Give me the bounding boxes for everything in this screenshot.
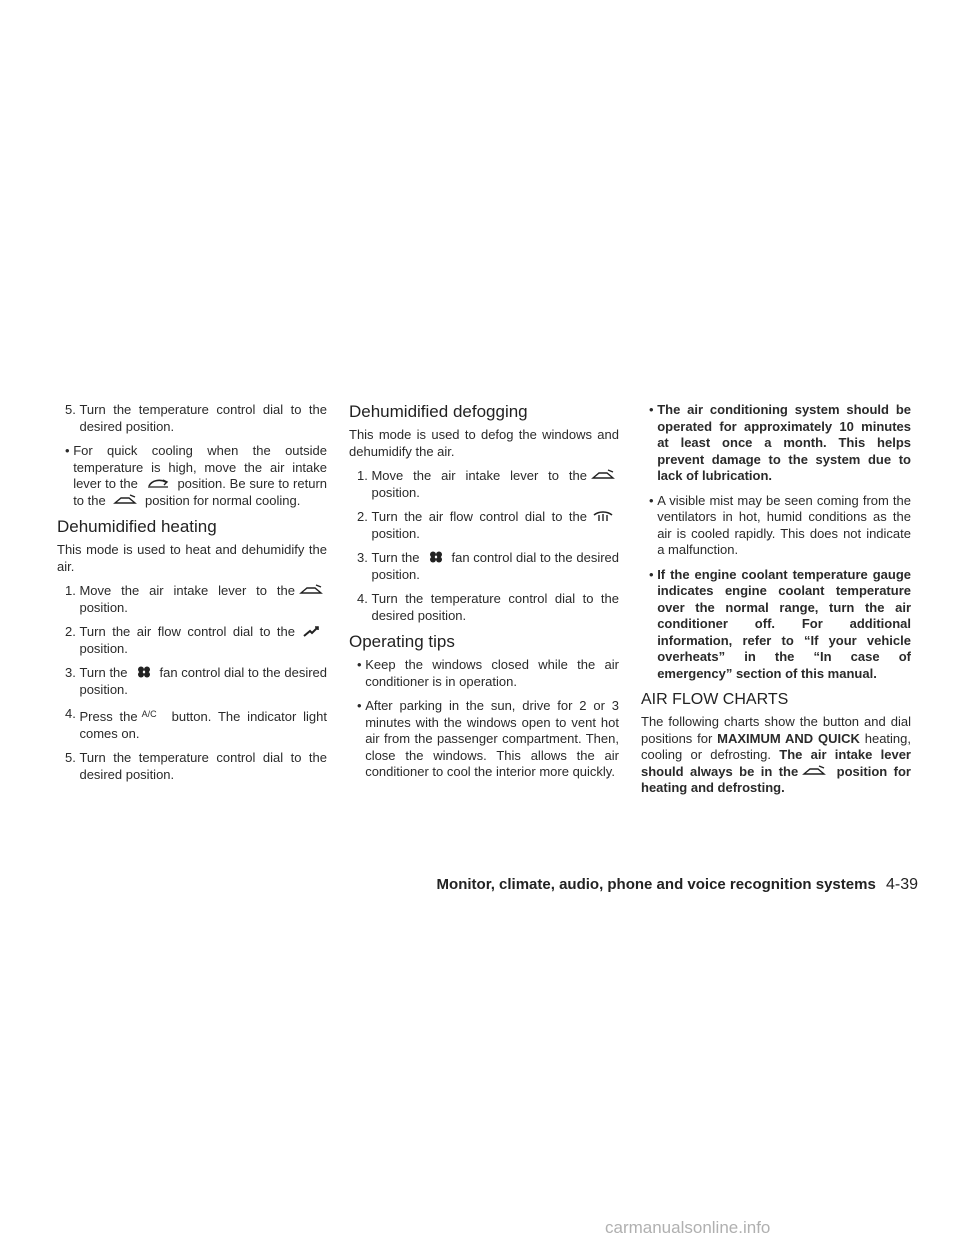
step-5 (57, 750, 327, 783)
outside-air-icon (113, 494, 137, 506)
step-text-part: Turn the air flow control dial to the (371, 509, 587, 524)
paragraph-bold-text: MAXIMUM AND QUICK (717, 730, 860, 746)
outside-air-icon (591, 469, 615, 481)
step-number: 5. (65, 750, 76, 765)
heading-operating-tips: Operating tips (349, 632, 455, 651)
bullet: • (649, 402, 654, 417)
step-text-part: button. The indicator light comes on. (79, 709, 327, 741)
step-text-part: Turn the air flow control dial to the (79, 624, 295, 639)
outside-air-icon (802, 765, 826, 777)
bullet-text (73, 443, 327, 509)
bullet-text: The air conditioning system should be operated for approximately 10 minutes at least once a month. This helps prevent damage to the system due to lack of lubrication. (657, 402, 911, 483)
fan-icon (424, 551, 448, 563)
step-text-part: position. (371, 525, 420, 541)
step-text (79, 583, 327, 616)
fan-icon (132, 666, 156, 678)
bullet-coolant (641, 567, 911, 683)
step-number: 1. (357, 468, 368, 483)
bullet-mist (641, 493, 911, 559)
column-right (641, 402, 911, 805)
step-text (371, 509, 619, 542)
step-5-cooling (57, 402, 327, 435)
step-text (79, 624, 327, 657)
bullet: • (357, 657, 362, 672)
tip-2 (349, 698, 619, 781)
paragraph-text: heating, cooling or defrosting. (641, 730, 911, 762)
step-number: 2. (357, 509, 368, 524)
step-number: 4. (357, 591, 368, 606)
step-4 (57, 706, 327, 742)
step-number: 2. (65, 624, 76, 639)
step-number: 4. (65, 706, 76, 721)
step-2 (57, 624, 327, 657)
foot-defrost-icon (299, 625, 323, 637)
step-2 (349, 509, 619, 542)
section-title: Monitor, climate, audio, phone and voice recognition systems (436, 876, 876, 893)
step-number: 5. (65, 402, 76, 417)
bullet-text: If the engine coolant temperature gauge indicates engine coolant temperature over the normal range, turn the air conditioner off. For additional information, refer to “If your vehicle overheats” in the “In case of emergency” section of this manual. (657, 566, 911, 681)
step-3 (349, 550, 619, 583)
air-recirculation-icon (146, 477, 170, 489)
paragraph-text: The following charts show the button and dial positions for (641, 714, 911, 746)
bullet: • (65, 443, 70, 458)
bullet: • (357, 698, 362, 713)
heading-dehumidified-heating: Dehumidified heating (57, 517, 217, 536)
column-left (57, 402, 327, 791)
tip-1 (349, 657, 619, 690)
step-1 (349, 468, 619, 501)
step-text (371, 468, 619, 501)
tip-text: After parking in the sun, drive for 2 or 3 minutes with the windows open to vent hot air from the passenger compartment. Then, close the windows. This allows the air conditioner to cool the interior more quickly. (365, 698, 619, 779)
column-middle (349, 402, 619, 789)
heading-air-flow-charts: AIR FLOW CHARTS (641, 691, 789, 708)
step-text-part: fan control dial to the desired position. (371, 550, 619, 582)
step-number: 3. (357, 550, 368, 565)
air-flow-paragraph (641, 714, 911, 797)
paragraph-bold-text: position for heating and defrosting. (641, 763, 911, 795)
step-text-part: Turn the (371, 550, 420, 565)
step-text-part: Press the (79, 709, 138, 724)
defrost-icon (591, 510, 615, 522)
step-text: Turn the temperature control dial to the desired position. (79, 750, 327, 782)
bullet: • (649, 492, 654, 508)
step-number: 1. (65, 583, 76, 598)
step-text-part: position. (371, 484, 420, 500)
step-text: Turn the temperature control dial to the desired position. (371, 591, 619, 623)
step-1 (57, 583, 327, 616)
bullet-text: A visible mist may be seen coming from the ventilators in hot, humid conditions as the air is cooled rapidly. This does not indicate a malfunction. (657, 492, 911, 557)
bullet-quick-cooling (57, 443, 327, 509)
step-text-part: Move the air intake lever to the (79, 583, 295, 598)
step-text-part: Move the air intake lever to the (371, 468, 587, 483)
step-text-part: Turn the (79, 665, 128, 680)
intro-paragraph: This mode is used to heat and dehumidify the air. (57, 542, 327, 574)
bullet-text-part: For quick cooling when the outside temperature is high, move the air intake lever to the (73, 443, 327, 491)
bullet-text-part: position. Be sure to return to the (73, 476, 327, 508)
tip-text: Keep the windows closed while the air conditioner is in operation. (365, 657, 619, 689)
page-number: 4-39 (885, 876, 918, 893)
heading-dehumidified-defogging: Dehumidified defogging (349, 402, 528, 421)
step-text-part: position. (79, 640, 128, 656)
paragraph-bold-text: The air intake lever should always be in the (641, 747, 911, 779)
page-footer (437, 876, 918, 894)
step-3 (57, 665, 327, 698)
watermark: carmanualsonline.info (605, 1218, 771, 1237)
ac-button-icon: A/C (141, 709, 157, 719)
bullet-text-part: position for normal cooling. (144, 492, 301, 508)
bullet: • (649, 566, 654, 582)
step-text (79, 706, 327, 742)
step-text: Turn the temperature control dial to the desired position. (79, 402, 327, 434)
bullet-lubrication (641, 402, 911, 485)
intro-paragraph: This mode is used to defog the windows and dehumidify the air. (349, 427, 619, 459)
step-4 (349, 591, 619, 624)
step-text-part: position. (79, 599, 128, 615)
outside-air-icon (299, 584, 323, 596)
step-text-part: fan control dial to the desired position. (79, 665, 327, 697)
step-text (79, 665, 327, 698)
step-number: 3. (65, 665, 76, 680)
step-text (371, 550, 619, 583)
